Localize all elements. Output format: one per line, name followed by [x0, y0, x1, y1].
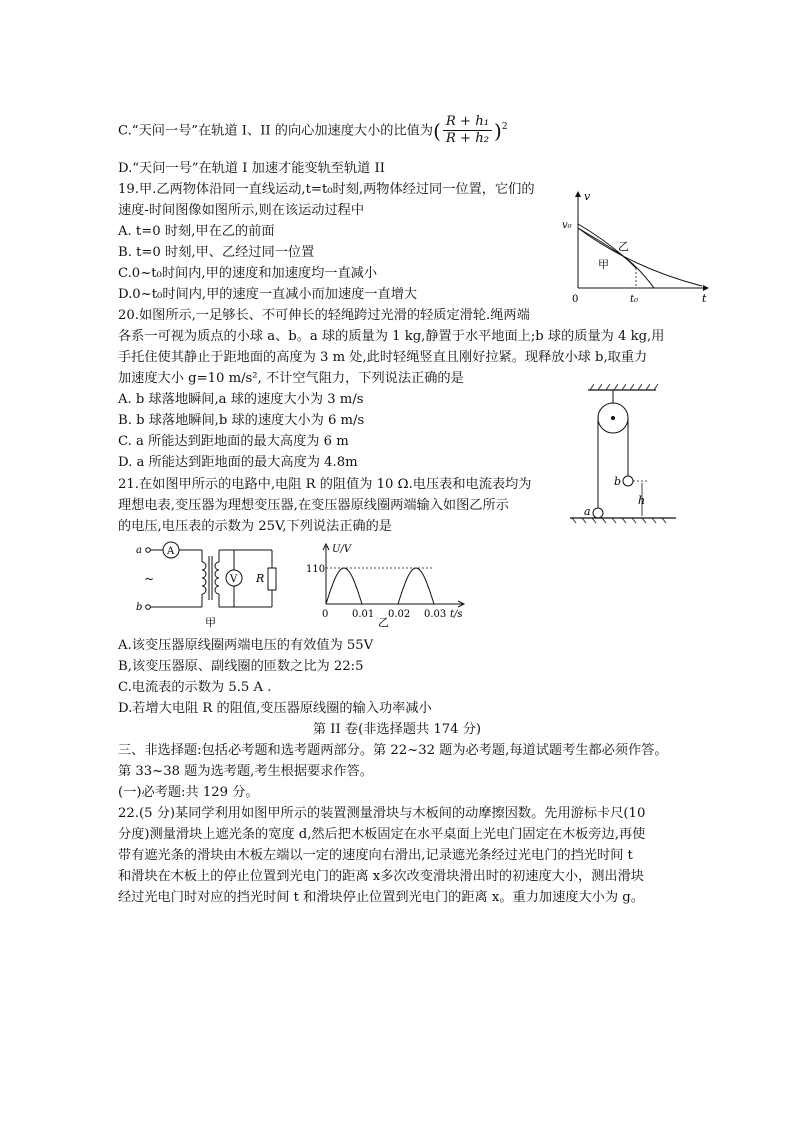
q18-option-c: C.“天问一号”在轨道 I、II 的向心加速度大小的比值为( $\frac{\text{R + h₁}}{\text{R + h₂}}$ )$^2$ [118, 114, 508, 147]
q18-fraction-numerator: R + h₁ [443, 114, 492, 131]
terminal-b [146, 605, 151, 610]
q20-option-d: D. a 所能达到距地面的最大高度为 4.8m [118, 455, 358, 470]
q22-line4: 和滑块在木板上的停止位置到光电门的距离 x多次改变滑块滑出时的初速度大小，测出滑块 [118, 869, 644, 884]
ball-a [593, 508, 603, 518]
q18-fraction [443, 114, 492, 147]
ball-a-label: a [584, 505, 591, 518]
vt-v0-label: v₀ [562, 220, 572, 231]
vt-t-label: t [702, 292, 707, 305]
q20-option-b: B. b 球落地瞬间,b 球的速度大小为 6 m/s [118, 413, 365, 428]
section3-line2: 第 33~38 题为选考题,考生根据要求作答。 [118, 764, 373, 779]
q21-stem-line2: 理想电表,变压器为理想变压器,在变压器原线圈两端输入如图乙所示 [118, 498, 509, 513]
wave-peak-label: 110 [306, 564, 326, 575]
ammeter-label: A [167, 546, 175, 557]
part2-title: 第 II 卷(非选择题共 174 分) [312, 722, 482, 737]
q20-pulley-figure [570, 382, 680, 524]
wave-y-label: U/V [332, 544, 352, 555]
wave-tick-label-2: 0.02 [388, 609, 411, 620]
circuit-caption: 甲 [205, 616, 216, 629]
ball-b-label: b [614, 475, 622, 488]
q20-stem-line1: 20.如图所示,一足够长、不可伸长的轻绳跨过光滑的轻质定滑轮.绳两端 [118, 308, 530, 323]
vt-v-label: v [584, 190, 591, 203]
q22-line2: 分度)测量滑块上遮光条的宽度 d,然后把木板固定在水平桌面上光电门固定在木板旁边,再使 [118, 827, 646, 842]
terminal-a [146, 548, 151, 553]
q21-option-b: B,该变压器原、副线圈的匝数之比为 22:5 [118, 659, 364, 674]
q18-fraction-denominator: R + h₂ [445, 131, 490, 147]
voltmeter-label: V [230, 574, 238, 585]
ball-b [623, 476, 633, 486]
q22-line1: 22.(5 分)某同学利用如图甲所示的装置测量滑块与木板间的动摩擦因数。先用游标卡尺(10 [118, 806, 646, 821]
q21-option-c: C.电流表的示数为 5.5 A . [118, 680, 272, 695]
wave-hump-1 [326, 568, 362, 604]
ac-source-label: ~ [144, 572, 155, 586]
q21-circuit-diagram [130, 538, 290, 630]
wave-tick-label-1: 0.01 [352, 609, 375, 620]
circuit-label-a: a [136, 545, 142, 556]
q19-option-b: B. t=0 时刻,甲、乙经过同一位置 [118, 245, 315, 260]
q19-option-a: A. t=0 时刻,甲在乙的前面 [118, 224, 275, 239]
required-questions-header: (一)必考题:共 129 分。 [118, 785, 259, 800]
primary-coil [202, 562, 206, 594]
q20-stem-line3: 手托住使其静止于距地面的高度为 3 m 处,此时轻绳竖直且刚好拉紧。现释放小球 b,取重力 [118, 350, 648, 365]
q20-stem-line4: 加速度大小 g=10 m/s², 不计空气阻力，下列说法正确的是 [118, 371, 464, 386]
secondary-coil [215, 562, 219, 594]
wave-tick-label-3: 0.03 [424, 609, 447, 620]
height-label: h [638, 494, 646, 507]
wave-origin-label: 0 [322, 609, 329, 620]
q20-stem-line2: 各系一可视为质点的小球 a、b。a 球的质量为 1 kg,静置于水平地面上;b 球的质量为 4 kg,用 [118, 329, 665, 344]
pulley-axle [611, 416, 615, 420]
q18-exponent: 2 [501, 122, 508, 132]
ceiling-hatch [590, 384, 658, 390]
section3-line1: 三、非选择题:包括必考题和选考题两部分。第 22~32 题为必考题,每道试题考生都必须作答。 [118, 743, 668, 758]
q19-option-d: D.0~t₀时间内,甲的速度一直减小而加速度一直增大 [118, 287, 418, 302]
wave-x-unit-label: t/s [450, 609, 463, 620]
vt-yi-label: 乙 [618, 240, 629, 253]
vt-jia-label: 甲 [598, 258, 609, 271]
vt-origin-label: 0 [572, 294, 579, 305]
q21-stem-line3: 的电压,电压表的示数为 25V,下列说法正确的是 [118, 519, 392, 534]
vt-curve-jia [578, 228, 654, 288]
q22-line3: 带有遮光条的滑块由木板左端以一定的速度向右滑出,记录遮光条经过光电门的挡光时间 t [118, 848, 633, 863]
q20-option-c: C. a 所能达到距地面的最大高度为 6 m [118, 434, 349, 449]
q21-waveform-chart [306, 540, 482, 630]
q21-stem-line1: 21.在如图甲所示的电路中,电阻 R 的阻值为 10 Ω.电压表和电流表均为 [118, 477, 532, 492]
q19-stem-line1: 19.甲.乙两物体沿同一直线运动,t=t₀时刻,两物体经过同一位置，它们的 [118, 182, 535, 197]
resistor-label: R [256, 572, 265, 585]
q21-option-d: D.若增大电阻 R 的阻值,变压器原线圈的输入功率减小 [118, 701, 432, 716]
ground-hatch [572, 518, 666, 523]
q19-vt-graph [562, 184, 722, 306]
resistor [268, 568, 276, 590]
q18-option-c-text: C.“天问一号”在轨道 I、II 的向心加速度大小的比值为 [118, 123, 434, 139]
q19-stem-line2: 速度-时间图像如图所示,则在该运动过程中 [118, 203, 365, 218]
circuit-label-b: b [136, 602, 143, 613]
q19-option-c: C.0~t₀时间内,甲的速度和加速度均一直减小 [118, 266, 378, 281]
q21-option-a: A.该变压器原线圈两端电压的有效值为 55V [118, 638, 374, 653]
q20-option-a: A. b 球落地瞬间,a 球的速度大小为 3 m/s [118, 392, 364, 407]
wave-hump-2 [398, 568, 434, 604]
vt-t0-label: t₀ [630, 294, 639, 305]
q22-line5: 经过光电门时对应的挡光时间 t 和滑块停止位置到光电门的距离 x。重力加速度大小为 g。 [118, 890, 644, 905]
q18-option-d: D.“天问一号”在轨道 I 加速才能变轨至轨道 II [118, 161, 385, 176]
vt-curve-yi [578, 228, 702, 286]
wave-caption: 乙 [378, 616, 389, 629]
